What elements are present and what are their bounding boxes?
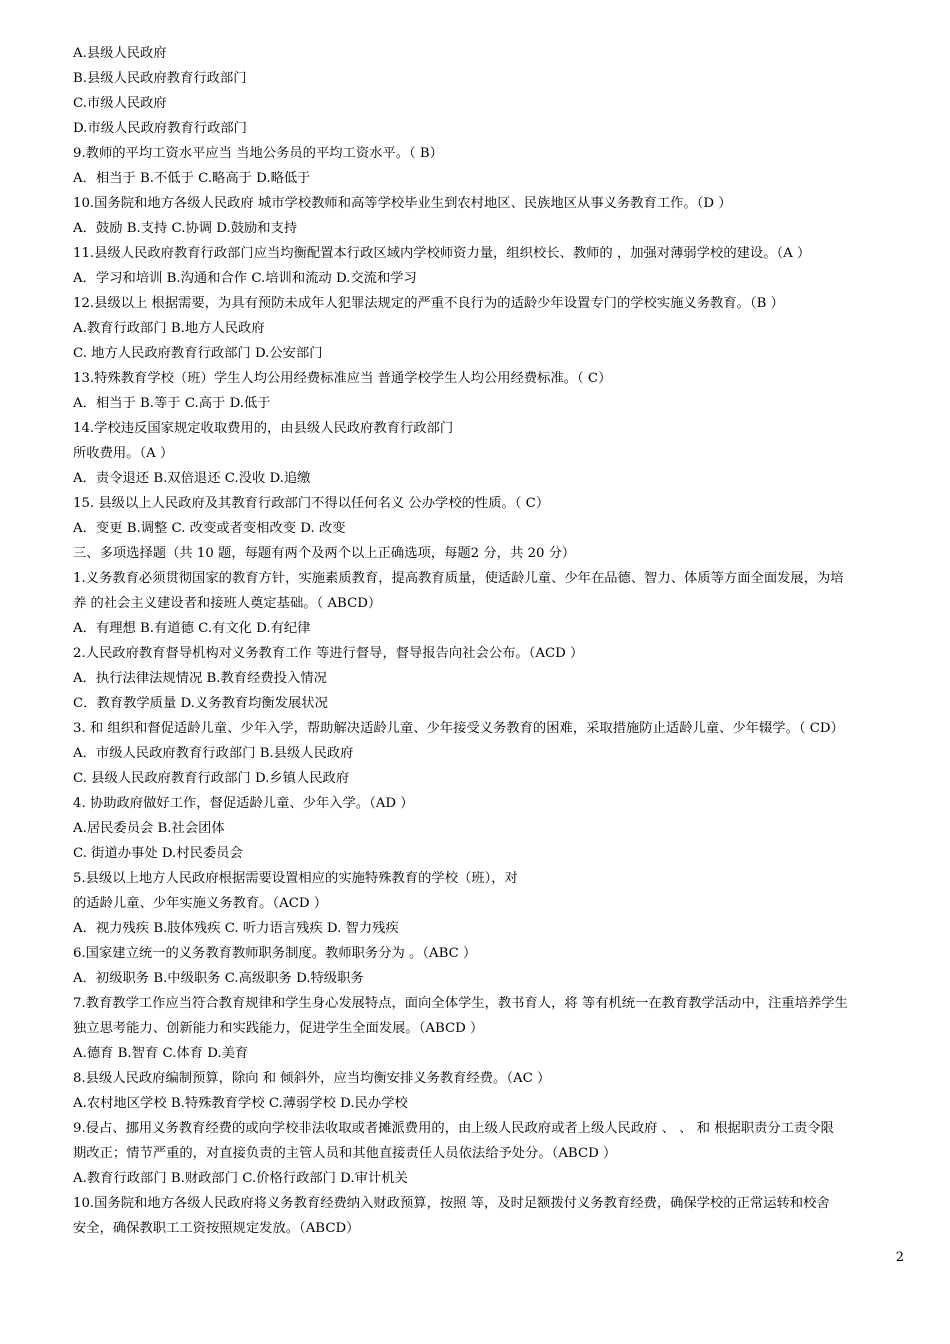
text-line: C．教育教学质量 D.义务教育均衡发展状况 (73, 696, 328, 711)
text-line: B.县级人民政府教育行政部门 (73, 71, 247, 86)
text-line: 11.县级人民政府教育行政部门应当均衡配置本行政区域内学校师资力量，组织校长、教师的 ，加强对薄弱学校的建设。（A ） (73, 246, 811, 261)
text-line: A．责令退还 B.双倍退还 C.没收 D.追缴 (73, 471, 311, 486)
text-line: A．市级人民政府教育行政部门 B.县级人民政府 (73, 746, 354, 761)
text-line: 5.县级以上地方人民政府根据需要设置相应的实施特殊教育的学校（班），对 (73, 871, 518, 886)
text-line: 三、多项选择题（共 10 题，每题有两个及两个以上正确选项，每题2 分，共 20 分） (73, 546, 576, 561)
text-line: A.德育 B.智育 C.体育 D.美育 (73, 1046, 249, 1061)
text-line: A．学习和培训 B.沟通和合作 C.培训和流动 D.交流和学习 (73, 271, 417, 286)
text-line: A．相当于 B.不低于 C.略高于 D.略低于 (73, 171, 311, 186)
text-line: 12.县级以上 根据需要，为具有预防未成年人犯罪法规定的严重不良行为的适龄少年设置专门的学校实施义务教育。（B ） (73, 296, 784, 311)
text-line: 9.教师的平均工资水平应当 当地公务员的平均工资水平。（ B） (73, 146, 443, 161)
text-line: C. 县级人民政府教育行政部门 D.乡镇人民政府 (73, 771, 350, 786)
text-line: 9.侵占、挪用义务教育经费的或向学校非法收取或者摊派费用的，由上级人民政府或者上级人民政府 、 、 和 根据职责分工责令限 (73, 1121, 834, 1136)
text-line: C.市级人民政府 (73, 96, 167, 111)
text-line: C. 地方人民政府教育行政部门 D.公安部门 (73, 346, 323, 361)
text-line: A.教育行政部门 B.财政部门 C.价格行政部门 D.审计机关 (73, 1171, 408, 1186)
text-line: A．鼓励 B.支持 C.协调 D.鼓励和支持 (73, 221, 298, 236)
text-line: 养 的社会主义建设者和接班人奠定基础。（ ABCD） (73, 596, 382, 611)
text-line: 15. 县级以上人民政府及其教育行政部门不得以任何名义 公办学校的性质。（ C） (73, 496, 550, 511)
text-line: 7.教育教学工作应当符合教育规律和学生身心发展特点，面向全体学生，教书育人，将 等有机统一在教育教学活动中，注重培养学生 (73, 996, 848, 1011)
text-line: 3. 和 组织和督促适龄儿童、少年入学，帮助解决适龄儿童、少年接受义务教育的困难，采取措施防止适龄儿童、少年辍学。（ CD） (73, 721, 844, 736)
text-line: 6.国家建立统一的义务教育教师职务制度。教师职务分为 。（ABC ） (73, 946, 477, 961)
text-line: 独立思考能力、创新能力和实践能力，促进学生全面发展。（ABCD ） (73, 1021, 484, 1036)
text-line: 所收费用。（A ） (73, 446, 174, 461)
page-number: 2 (895, 1250, 904, 1265)
text-line: 期改正；情节严重的，对直接负责的主管人员和其他直接责任人员依法给予处分。（ABCD ） (73, 1146, 617, 1161)
text-line: A．视力残疾 B.肢体残疾 C. 听力语言残疾 D. 智力残疾 (73, 921, 399, 936)
text-line: A.教育行政部门 B.地方人民政府 (73, 321, 265, 336)
text-line: 的适龄儿童、少年实施义务教育。（ACD ） (73, 896, 328, 911)
text-line: A．执行法律法规情况 B.教育经费投入情况 (73, 671, 327, 686)
text-line: A.居民委员会 B.社会团体 (73, 821, 225, 836)
text-line: 10.国务院和地方各级人民政府 城市学校教师和高等学校毕业生到农村地区、民族地区从事义务教育工作。（D ） (73, 196, 732, 211)
text-line: 13.特殊教育学校（班）学生人均公用经费标准应当 普通学校学生人均公用经费标准。（ C） (73, 371, 612, 386)
text-line: A．变更 B.调整 C. 改变或者变相改变 D. 改变 (73, 521, 346, 536)
text-line: A.农村地区学校 B.特殊教育学校 C.薄弱学校 D.民办学校 (73, 1096, 408, 1111)
text-line: A．初级职务 B.中级职务 C.高级职务 D.特级职务 (73, 971, 364, 986)
text-line: D.市级人民政府教育行政部门 (73, 121, 247, 136)
document-body (73, 41, 913, 1241)
text-line: 8.县级人民政府编制预算，除向 和 倾斜外，应当均衡安排义务教育经费。（AC ） (73, 1071, 551, 1086)
text-line: A．有理想 B.有道德 C.有文化 D.有纪律 (73, 621, 311, 636)
text-line: A.县级人民政府 (73, 46, 167, 61)
text-line: 14.学校违反国家规定收取费用的，由县级人民政府教育行政部门 (73, 421, 454, 436)
text-line: 10.国务院和地方各级人民政府将义务教育经费纳入财政预算，按照 等，及时足额拨付义务教育经费，确保学校的正常运转和校舍 (73, 1196, 830, 1211)
text-line: 4. 协助政府做好工作，督促适龄儿童、少年入学。（AD ） (73, 796, 414, 811)
text-line: C. 街道办事处 D.村民委员会 (73, 846, 243, 861)
text-line: 安全，确保教职工工资按照规定发放。（ABCD） (73, 1221, 360, 1236)
text-line: A．相当于 B.等于 C.高于 D.低于 (73, 396, 271, 411)
text-line: 2.人民政府教育督导机构对义务教育工作 等进行督导，督导报告向社会公布。（ACD ） (73, 646, 584, 661)
text-line: 1.义务教育必须贯彻国家的教育方针，实施素质教育，提高教育质量，使适龄儿童、少年在品德、智力、体质等方面全面发展，为培 (73, 571, 844, 586)
